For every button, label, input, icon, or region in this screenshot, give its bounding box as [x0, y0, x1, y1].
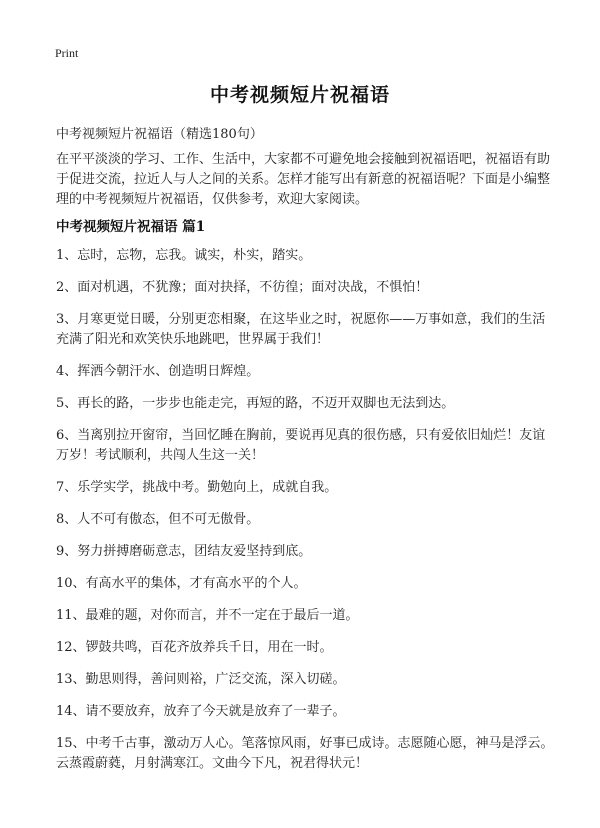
intro-paragraph: 在平平淡淡的学习、工作、生活中，大家都不可避免地会接触到祝福语吧，祝福语有助于促进交流，拉近人与人之间的关系。怎样才能写出有新意的祝福语呢？下面是小编整理的中考视频短片祝福语，仅供参考，欢迎大家阅读。: [56, 152, 551, 207]
section-heading: 中考视频短片祝福语 篇1: [56, 219, 206, 235]
list-item: 11、最难的题，对你而言，并不一定在于最后一道。: [56, 608, 359, 623]
list-item: 10、有高水平的集体，才有高水平的个人。: [56, 576, 307, 591]
list-item: 4、挥洒今朝汗水、创造明日辉煌。: [56, 364, 260, 379]
document-subtitle: 中考视频短片祝福语（精选180句）: [56, 127, 263, 142]
list-item: 9、努力拼搏磨砺意志，团结友爱坚持到底。: [56, 544, 312, 559]
list-item: 7、乐学实学，挑战中考。勤勉向上，成就自我。: [56, 480, 338, 495]
list-item: 15、中考千古事，激动万人心。笔落惊风雨，好事已成诗。志愿随心愿，神马是浮云。云蒸霞蔚蕤，月射满寒江。文曲今下凡，祝君得状元！: [56, 736, 554, 771]
list-item: 3、月寒更觉日暖，分别更恋相聚，在这毕业之时，祝愿你——万事如意，我们的生活充满了阳光和欢笑快乐地跳吧，世界属于我们！: [56, 312, 546, 347]
list-item: 13、勤思则得，善问则裕，广泛交流，深入切磋。: [56, 672, 346, 687]
list-item: 1、忘时，忘物，忘我。诚实，朴实，踏实。: [56, 248, 312, 263]
page-title: 中考视频短片祝福语: [209, 84, 390, 106]
list-item: 6、当离别拉开窗帘，当回忆睡在胸前，要说再见真的很伤感，只有爱依旧灿烂！友谊万岁！考试顺利，共闯人生这一关！: [56, 428, 546, 463]
list-item: 2、面对机遇，不犹豫；面对抉择，不彷徨；面对决战，不惧怕！: [56, 280, 429, 295]
list-item: 5、再长的路，一步步也能走完，再短的路，不迈开双脚也无法到达。: [56, 396, 455, 411]
list-item: 12、锣鼓共鸣，百花齐放养兵千日，用在一时。: [56, 640, 333, 655]
list-item: 8、人不可有傲态，但不可无傲骨。: [56, 512, 260, 527]
print-link[interactable]: Print: [55, 46, 79, 60]
blessing-list: [56, 246, 556, 786]
list-item: 14、请不要放弃，放弃了今天就是放弃了一辈子。: [56, 704, 346, 719]
